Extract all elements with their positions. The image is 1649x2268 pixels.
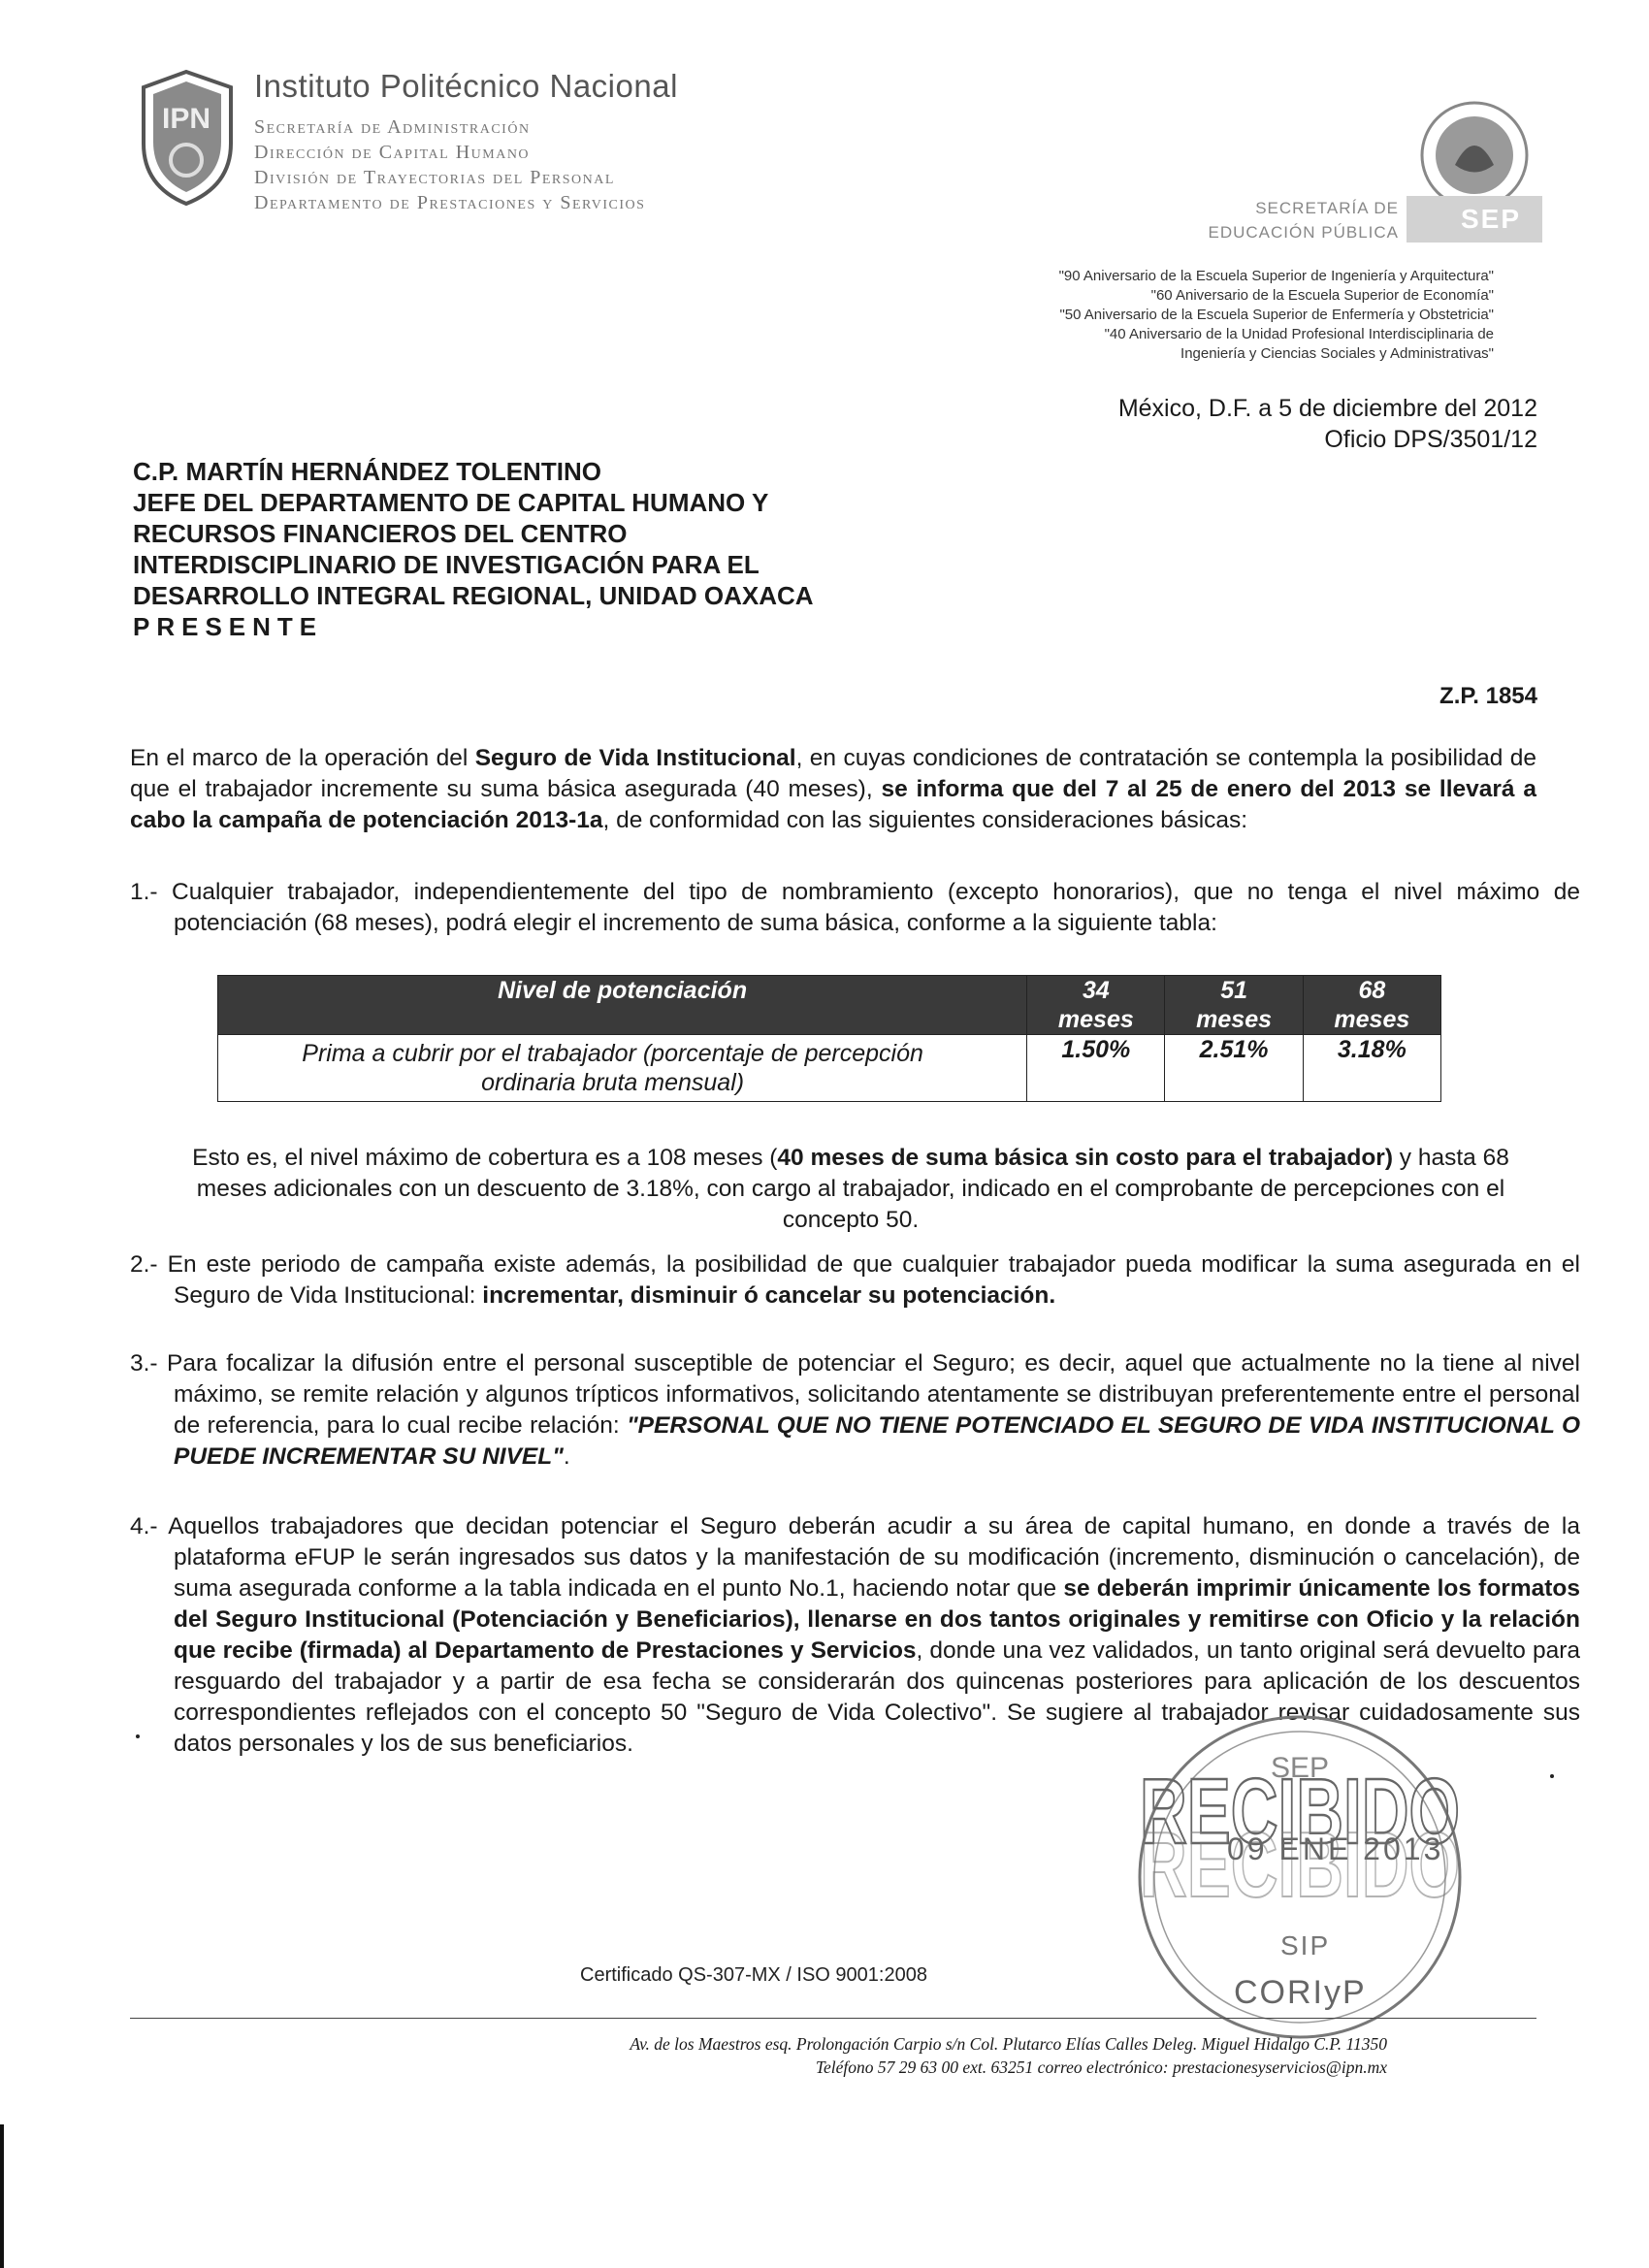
header-line-3: División de Trayectorias del Personal [254, 167, 615, 188]
item-number: 3.- [130, 1350, 158, 1377]
footer-divider [130, 2018, 1536, 2019]
anniversary-line: "50 Aniversario de la Escuela Superior de Enfermería y Obstetricia" [1059, 307, 1494, 323]
recipient-block [133, 456, 870, 642]
institution-name: Instituto Politécnico Nacional [254, 68, 678, 104]
scan-dot [1550, 1774, 1554, 1778]
item-1 [130, 877, 1580, 939]
stamp-top-text: SEP [1270, 1752, 1330, 1784]
recipient-line: RECURSOS FINANCIEROS DEL CENTRO [133, 519, 628, 548]
item-3 [130, 1348, 1580, 1473]
item-bold: incrementar, disminuir ó cancelar su potenciación. [482, 1282, 1056, 1309]
sep-label-line1: SECRETARÍA DE [1255, 199, 1399, 217]
anniversary-lines [873, 267, 1494, 364]
stamp-department: CORIyP [1234, 1974, 1367, 2011]
col-unit: meses [1196, 1006, 1273, 1033]
item-text: . [563, 1443, 570, 1470]
anniversary-line: Ingeniería y Ciencias Sociales y Administrativas" [1180, 345, 1494, 362]
potenciacion-table [217, 975, 1441, 1102]
recipient-line: JEFE DEL DEPARTAMENTO DE CAPITAL HUMANO Y [133, 488, 769, 517]
intro-bold: se informa que del 7 al 25 de enero del 2013 se llevará a cabo la campaña de potenciación 2013-1a [130, 776, 1536, 833]
zp-code: Z.P. 1854 [1439, 683, 1537, 709]
footer-line-2: Teléfono 57 29 63 00 ext. 63251 correo electrónico: prestacionesyservicios@ipn.mx [815, 2057, 1387, 2077]
oficio-number: Oficio DPS/3501/12 [1324, 426, 1537, 453]
stamp-date: 09 ENE 2013 [1227, 1831, 1444, 1866]
sep-logo [1406, 196, 1542, 243]
item-number: 4.- [130, 1513, 158, 1539]
scan-dot [136, 1734, 140, 1738]
anniversary-line: "60 Aniversario de la Escuela Superior de Economía" [1150, 287, 1494, 304]
recipient-line: C.P. MARTÍN HERNÁNDEZ TOLENTINO [133, 457, 601, 486]
sep-label [1185, 196, 1399, 244]
item-text: , donde una vez validados, un tanto original será devuelto para resguardo del trabajador y a partir de esa fecha se considerarán dos quincenas posteriores para aplicación de los descuentos correspondientes reflejados con el concepto 50 "Seguro de Vida Colectivo". Se sugiere al trabajador revisar cuidadosamente sus datos personales y los de sus beneficiarios. [174, 1637, 1580, 1757]
date-block [970, 393, 1537, 455]
footer-address [543, 2032, 1387, 2079]
table-cell: 3.18% [1303, 1035, 1440, 1102]
stamp-received-text: RECIBIDO [1140, 1760, 1460, 1863]
intro-text: En el marco de la operación del [130, 745, 475, 771]
scan-edge [0, 2124, 4, 2268]
sep-label-line2: EDUCACIÓN PÚBLICA [1208, 223, 1399, 242]
intro-text: , en cuyas condiciones de contratación se contempla la posibilidad de que el trabajador incremente su suma básica asegurada (40 meses), [130, 745, 1536, 802]
intro-paragraph [130, 743, 1536, 836]
table-header-col [1303, 976, 1440, 1035]
anniversary-line: "40 Aniversario de la Unidad Profesional Interdisciplinaria de [1104, 326, 1494, 342]
note-bold: 40 meses de suma básica sin costo para el trabajador) [777, 1145, 1393, 1171]
table-header-col [1027, 976, 1165, 1035]
recipient-line: DESARROLLO INTEGRAL REGIONAL, UNIDAD OAXACA [133, 581, 814, 610]
stamp-received-shadow: RECIBIDO [1140, 1813, 1460, 1917]
ipn-logo-text: IPN [161, 103, 211, 135]
note-text: Esto es, el nivel máximo de cobertura es a 108 meses ( [192, 1145, 778, 1171]
col-months: 51 [1220, 977, 1247, 1004]
col-unit: meses [1334, 1006, 1410, 1033]
table-row-label: Prima a cubrir por el trabajador (porcentaje de percepción ordinaria bruta mensual) [218, 1035, 1027, 1102]
item-bold-italic: "PERSONAL QUE NO TIENE POTENCIADO EL SEGURO DE VIDA INSTITUCIONAL O PUEDE INCREMENTAR SU NIVEL" [174, 1412, 1580, 1470]
intro-bold: Seguro de Vida Institucional [474, 745, 796, 771]
item-bold: se deberán imprimir únicamente los formatos del Seguro Institucional (Potenciación y Beneficiarios), llenarse en dos tantos originales y remitirse con Oficio y la relación que recibe (firmada) al Departamento de Prestaciones y Servicios [174, 1575, 1580, 1664]
item-text: En este periodo de campaña existe además, la posibilidad de que cualquier trabajador pueda modificar la suma asegurada en el Seguro de Vida Institucional: [167, 1251, 1581, 1309]
table-cell: 1.50% [1027, 1035, 1165, 1102]
table-row [218, 1035, 1441, 1102]
intro-text: , de conformidad con las siguientes consideraciones básicas: [602, 807, 1248, 833]
item-number: 1.- [130, 879, 158, 905]
item-text: Para focalizar la difusión entre el personal susceptible de potenciar el Seguro; es decir, aquel que actualmente no la tiene al nivel máximo, se remite relación y algunos trípticos informativos, solicitando atentamente se distribuyan preferentemente entre el personal de referencia, para lo cual recibe relación: [167, 1350, 1580, 1439]
sep-logo-text: SEP [1460, 204, 1521, 234]
recipient-line: INTERDISCIPLINARIO DE INVESTIGACIÓN PARA EL [133, 550, 760, 579]
header-line-1: Secretaría de Administración [254, 116, 531, 138]
item-1-note [165, 1143, 1536, 1236]
certificate-line: Certificado QS-307-MX / ISO 9001:2008 [580, 1964, 927, 1986]
header-line-4: Departamento de Prestaciones y Servicios [254, 192, 646, 213]
presente-label: PRESENTE [133, 612, 324, 641]
anniversary-line: "90 Aniversario de la Escuela Superior de Ingeniería y Arquitectura" [1058, 268, 1494, 284]
note-text: y hasta 68 meses adicionales con un descuento de 3.18%, con cargo al trabajador, indicado en el comprobante de percepciones con el concepto 50. [196, 1145, 1509, 1233]
table-header-row [218, 976, 1441, 1035]
date-line: México, D.F. a 5 de diciembre del 2012 [1117, 395, 1537, 422]
header-line-2: Dirección de Capital Humano [254, 142, 531, 163]
col-months: 34 [1082, 977, 1110, 1004]
stamp-sip: SIP [1280, 1930, 1331, 1960]
table-header-col [1165, 976, 1303, 1035]
ipn-logo [136, 68, 238, 209]
item-text: Aquellos trabajadores que decidan potenciar el Seguro deberán acudir a su área de capital humano, en donde a través de la plataforma eFUP le serán ingresados sus datos y la manifestación de su modificación (incremento, disminución o cancelación), de suma asegurada conforme a la tabla indicada en el punto No.1, haciendo notar que [168, 1513, 1580, 1602]
table-header-label: Nivel de potenciación [218, 976, 1027, 1035]
col-months: 68 [1358, 977, 1386, 1004]
col-unit: meses [1057, 1006, 1134, 1033]
footer-line-1: Av. de los Maestros esq. Prolongación Carpio s/n Col. Plutarco Elías Calles Deleg. Miguel Hidalgo C.P. 11350 [630, 2034, 1387, 2054]
item-text: Cualquier trabajador, independientemente del tipo de nombramiento (excepto honorarios), que no tenga el nivel máximo de potenciación (68 meses), podrá elegir el incremento de suma básica, conforme a la siguiente tabla: [172, 879, 1581, 936]
table-cell: 2.51% [1165, 1035, 1303, 1102]
item-number: 2.- [130, 1251, 158, 1278]
item-2 [130, 1249, 1580, 1312]
